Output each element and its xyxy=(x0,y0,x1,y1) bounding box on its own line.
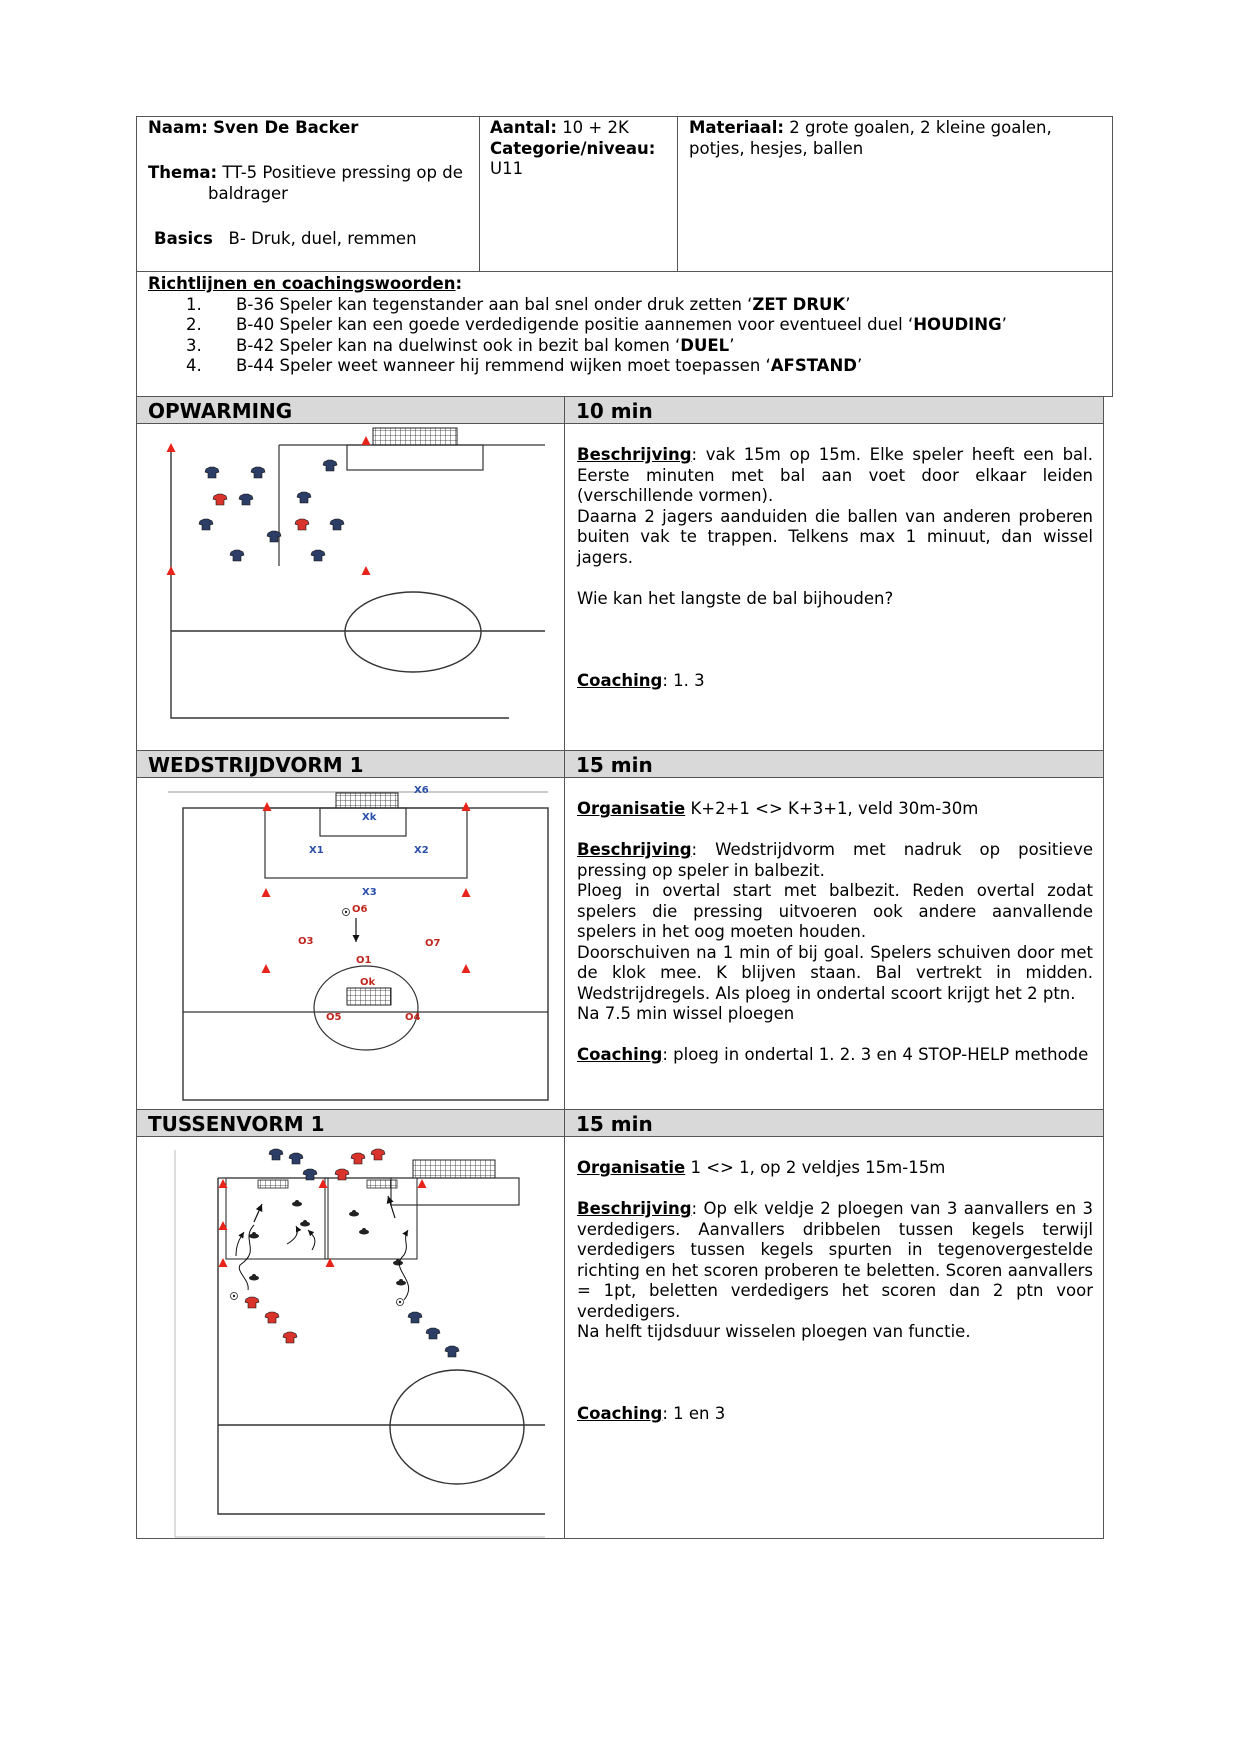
label-o7: O7 xyxy=(425,938,441,949)
label-o5: O5 xyxy=(326,1012,342,1023)
section-duration-tussenvorm: 15 min xyxy=(564,1109,1104,1137)
richtlijn-item: 3. B-42 Speler kan na duelwinst ook in bezit bal komen ‘DUEL’ xyxy=(186,335,735,355)
label-ok: Ok xyxy=(360,977,376,988)
label-x2: X2 xyxy=(414,845,429,856)
tussenvorm-diagram xyxy=(175,1149,545,1537)
label-o6: O6 xyxy=(352,904,368,915)
label-o3: O3 xyxy=(298,936,314,947)
richtlijn-item: 2. B-40 Speler kan een goede verdedigende positie aannemen voor eventueel duel ‘HOUDING’ xyxy=(186,315,1007,334)
richtlijn-item: 1. B-36 Speler kan tegenstander aan bal snel onder druk zetten ‘ZET DRUK’ xyxy=(186,294,851,314)
section-title-tussenvorm: TUSSENVORM 1 xyxy=(136,1109,565,1137)
richtlijn-item: 4. B-44 Speler weet wanneer hij remmend wijken moet toepassen ‘AFSTAND’ xyxy=(186,356,863,375)
wedstrijdvorm-diagram xyxy=(168,785,548,1100)
naam-line: Naam: Sven De Backer xyxy=(148,118,359,137)
label-o4: O4 xyxy=(405,1012,421,1023)
richtlijnen-block: Richtlijnen en coachingswoorden: 1. B-36 Speler kan tegenstander aan bal snel onder druk zetten ‘ZET DRUK’ 2. B-40 Speler kan een goede verdedigende positie aannemen voor eventueel duel ‘HOUDING’ 3. B-42 Speler kan na duelwinst ook in bezit bal komen ‘DUEL’ 4. B-44 Speler weet wanneer hij remmend wijken moet toepassen ‘AFSTAND’ xyxy=(148,274,1108,377)
materiaal-line: Materiaal: 2 grote goalen, 2 kleine goalen, potjes, hesjes, ballen xyxy=(689,118,1052,158)
opwarming-diagram xyxy=(167,428,546,718)
opwarming-description: Beschrijving: vak 15m op 15m. Elke speler heeft een bal. Eerste minuten met bal aan voet door elkaar leiden (verschillende vormen). Daarna 2 jagers aanduiden die ballen van anderen proberen buiten vak te trappen. Telkens max 1 minuut, dan wissel jagers. Wie kan het langste de bal bijhouden? Coaching: 1. 3 xyxy=(577,445,1093,690)
label-o1: O1 xyxy=(356,955,372,966)
wedstrijdvorm-description: Organisatie K+2+1 <> K+3+1, veld 30m-30m Beschrijving: Wedstrijdvorm met nadruk op positieve pressing op speler in balbezit. Ploeg in overtal start met balbezit. Reden overtal zodat spelers die pressing uitvoeren ook andere aanvallende spelers in het oog moeten houden. Doorschuiven na 1 min of bij goal. Spelers schuiven door met de klok mee. K blijven staan. Bal vertrekt in midden. Wedstrijdregels. Als ploeg in ondertal scoort krijgt het 2 ptn. Na 7.5 min wissel ploegen Coaching: ploeg in ondertal 1. 2. 3 en 4 STOP-HELP methode xyxy=(577,799,1093,1064)
section-title-opwarming: OPWARMING xyxy=(136,396,565,424)
label-xk: Xk xyxy=(362,812,377,823)
label-x1: X1 xyxy=(309,845,324,856)
aantal-line: Aantal: 10 + 2K Categorie/niveau: U11 xyxy=(490,118,656,178)
thema-line: Thema: TT-5 Positieve pressing op de baldrager xyxy=(148,163,463,203)
richtlijnen-title: Richtlijnen en coachingswoorden xyxy=(148,274,456,293)
section-title-wedstrijdvorm: WEDSTRIJDVORM 1 xyxy=(136,750,565,778)
basics-line: Basics B- Druk, duel, remmen xyxy=(154,229,417,248)
section-duration-opwarming: 10 min xyxy=(564,396,1104,424)
section-duration-wedstrijdvorm: 15 min xyxy=(564,750,1104,778)
label-x3: X3 xyxy=(362,887,377,898)
tussenvorm-description: Organisatie 1 <> 1, op 2 veldjes 15m-15m Beschrijving: Op elk veldje 2 ploegen van 3 aanvallers en 3 verdedigers. Aanvallers dribbelen tussen kegels terwijl verdedigers tussen kegels spurten in tegenovergestelde richting en het scoren proberen te beletten. Scoren aanvallers = 1pt, beletten verdedigers het scoren dan 2 ptn voor verdedigers. Na helft tijdsduur wisselen ploegen van functie. Coaching: 1 en 3 xyxy=(577,1158,1093,1423)
label-x6: X6 xyxy=(414,785,429,796)
